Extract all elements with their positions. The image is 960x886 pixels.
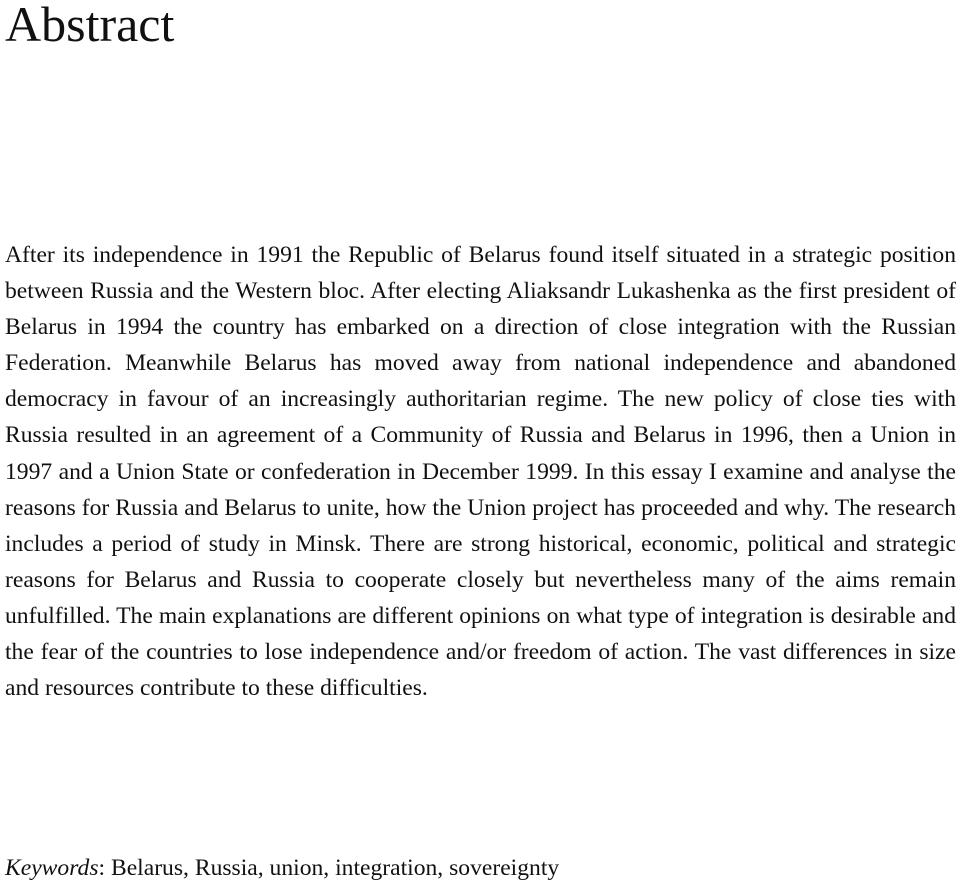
keywords-label: Keywords [5, 855, 99, 881]
keywords-value: Belarus, Russia, union, integration, sovereignty [110, 855, 560, 881]
keywords-separator: : [98, 855, 111, 881]
keywords-line [5, 850, 559, 886]
abstract-heading: Abstract [5, 0, 175, 52]
abstract-body-text: After its independence in 1991 the Republic of Belarus found itself situated in a strategic position between Russia and the Western bloc. After electing Aliaksandr Lukashenka as the first president of Belarus in 1994 the country has embarked on a direction of close integration with the Russian Federation. Meanwhile Belarus has moved away from national independence and abandoned democracy in favour of an increasingly authoritarian regime. The new policy of close ties with Russia resulted in an agreement of a Community of Russia and Belarus in 1996, then a Union in 1997 and a Union State or confederation in December 1999. In this essay I examine and analyse the reasons for Russia and Belarus to unite, how the Union project has proceeded and why. The research includes a period of study in Minsk. There are strong historical, economic, political and strategic reasons for Belarus and Russia to cooperate closely but nevertheless many of the aims remain unfulfilled. The main explanations are different opinions on what type of integration is desirable and the fear of the countries to lose independence and/or freedom of action. The vast differences in size and resources contribute to these difficulties. [5, 242, 956, 702]
